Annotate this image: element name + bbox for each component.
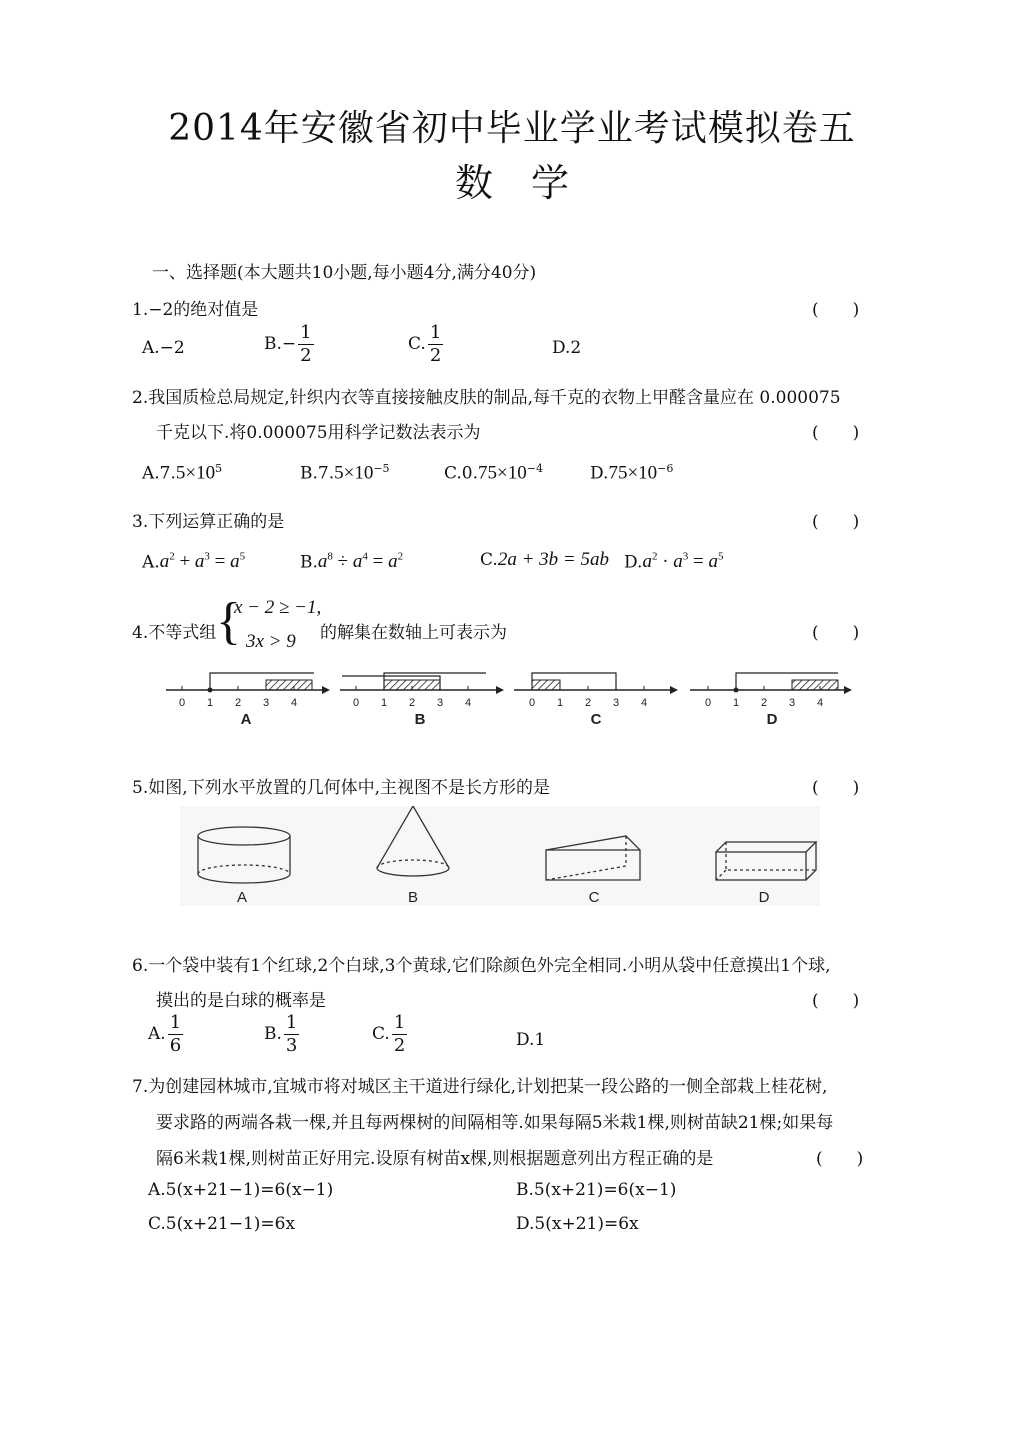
- q3-answer-paren: ( ): [812, 512, 860, 532]
- q4-option-d-label: D: [766, 711, 778, 728]
- q4-option-b-label: B: [414, 711, 426, 728]
- q2-option-a: $A.7.5\times 10^5$: [142, 462, 223, 484]
- tick-label: 3: [788, 697, 796, 709]
- q7-answer-paren: ( ): [816, 1149, 864, 1169]
- q6-option-d: D.1: [516, 1030, 546, 1050]
- q5-option-b-label: B: [407, 889, 419, 906]
- tick-label: 1: [556, 697, 564, 709]
- q5-answer-paren: ( ): [812, 778, 860, 798]
- q6-option-b: B. $\frac{1}{3}$: [264, 1012, 298, 1056]
- tick-label: 1: [206, 697, 214, 709]
- tick-label: 0: [352, 697, 360, 709]
- q7-stem-line2: 要求路的两端各栽一棵,并且每两棵树的间隔相等.如果每隔5米栽1棵,则树苗缺21棵;如果每: [156, 1113, 834, 1133]
- q1-answer-paren: ( ): [812, 300, 860, 320]
- tick-label: 2: [234, 697, 242, 709]
- subject-title: 数 学: [454, 161, 569, 205]
- q7-option-a: A.5(x+21−1)=6(x−1): [148, 1180, 334, 1200]
- tick-label: 3: [612, 697, 620, 709]
- q4-option-c-label: C: [590, 711, 602, 728]
- tick-label: 1: [732, 697, 740, 709]
- q5-option-d-label: D: [758, 889, 770, 906]
- q2-option-c: $C.0.75\times 10^{-4}$: [444, 462, 543, 484]
- q4-option-a-label: A: [240, 711, 252, 728]
- q1-stem: 1.−2的绝对值是: [132, 300, 259, 320]
- tick-label: 3: [436, 697, 444, 709]
- q2-option-b: $B.7.5\times 10^{-5}$: [300, 462, 390, 484]
- q1-option-d: D.2: [552, 338, 582, 358]
- number-line-d: [690, 673, 852, 694]
- q5-stem: 5.如图,下列水平放置的几何体中,主视图不是长方形的是: [132, 778, 551, 798]
- q7-option-b: B.5(x+21)=6(x−1): [516, 1180, 677, 1200]
- q6-answer-paren: ( ): [812, 991, 860, 1011]
- q2-option-d: $D.75\times 10^{-6}$: [590, 462, 674, 484]
- q4-number-lines: [160, 664, 860, 732]
- tick-label: 4: [290, 697, 298, 709]
- tick-label: 4: [640, 697, 648, 709]
- q1-option-c: C. $\frac{1}{2}$: [408, 322, 442, 366]
- q5-option-c-label: C: [588, 889, 600, 906]
- tick-label: 0: [528, 697, 536, 709]
- tick-label: 0: [704, 697, 712, 709]
- q1-option-b: B.− $\frac{1}{2}$: [264, 322, 312, 366]
- q6-option-a: A. $\frac{1}{6}$: [148, 1012, 182, 1056]
- number-line-a: [166, 673, 330, 694]
- q6-option-c: C. $\frac{1}{2}$: [372, 1012, 406, 1056]
- tick-label: 0: [178, 697, 186, 709]
- number-line-b: [340, 673, 504, 694]
- tick-label: 2: [584, 697, 592, 709]
- q4-stem-prefix: 4.不等式组: [132, 623, 217, 643]
- q2-stem-line1: 2.我国质检总局规定,针织内衣等直接接触皮肤的制品,每千克的衣物上甲醛含量应在 0.000075: [132, 388, 841, 408]
- q6-stem-line2: 摸出的是白球的概率是: [156, 991, 326, 1011]
- q4-brace: {: [216, 593, 241, 650]
- q3-option-d: $D.a^2 \cdot a^3 = a^5$: [624, 551, 724, 573]
- q3-stem: 3.下列运算正确的是: [132, 512, 285, 532]
- q7-option-d: D.5(x+21)=6x: [516, 1214, 639, 1234]
- tick-label: 4: [464, 697, 472, 709]
- tick-label: 2: [760, 697, 768, 709]
- q3-option-c: C.2a + 3b = 5ab: [480, 549, 609, 570]
- q4-answer-paren: ( ): [812, 623, 860, 643]
- q5-option-a-label: A: [236, 889, 248, 906]
- q5-solids-figure: [180, 806, 820, 906]
- q7-option-c: C.5(x+21−1)=6x: [148, 1214, 296, 1234]
- tick-label: 2: [408, 697, 416, 709]
- q4-stem-suffix: 的解集在数轴上可表示为: [320, 623, 507, 643]
- exam-title: 2014年安徽省初中毕业学业考试模拟卷五: [168, 108, 856, 149]
- q4-ineq-line2: 3x > 9: [246, 631, 296, 652]
- q2-answer-paren: ( ): [812, 423, 860, 443]
- q4-ineq-line1: x − 2 ≥ −1,: [234, 597, 322, 618]
- q7-stem-line3: 隔6米栽1棵,则树苗正好用完.设原有树苗x棵,则根据题意列出方程正确的是: [156, 1149, 714, 1169]
- section-heading: 一、选择题(本大题共10小题,每小题4分,满分40分): [152, 263, 537, 283]
- q2-stem-line2: 千克以下.将0.000075用科学记数法表示为: [156, 423, 481, 443]
- q6-stem-line1: 6.一个袋中装有1个红球,2个白球,3个黄球,它们除颜色外完全相同.小明从袋中任意摸出1个球,: [132, 956, 831, 976]
- q1-option-a: A.−2: [142, 338, 185, 358]
- number-line-c: [514, 673, 678, 694]
- tick-label: 1: [380, 697, 388, 709]
- tick-label: 4: [816, 697, 824, 709]
- q7-stem-line1: 7.为创建园林城市,宜城市将对城区主干道进行绿化,计划把某一段公路的一侧全部栽上桂花树,: [132, 1077, 828, 1097]
- tick-label: 3: [262, 697, 270, 709]
- q3-option-a: $A.a^2 + a^3 = a^5$: [142, 551, 246, 573]
- q3-option-b: $B.a^8 \div a^4 = a^2$: [300, 551, 404, 573]
